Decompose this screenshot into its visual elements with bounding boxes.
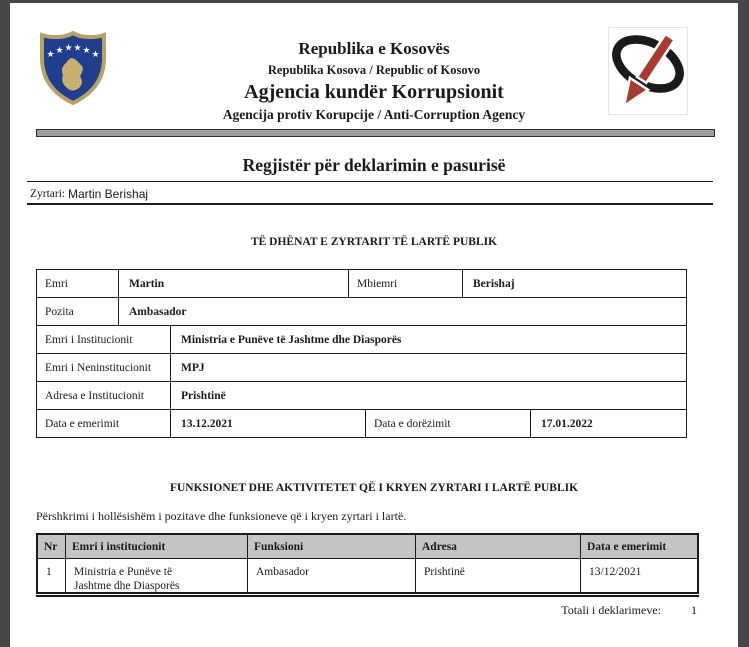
row-institution-text: Ministria e Punëve të Jashtme dhe Diasporës	[74, 566, 180, 592]
total-declarations-value: 1	[691, 603, 697, 617]
table-row	[38, 559, 697, 592]
svg-text:★: ★	[73, 42, 82, 53]
section-functions-heading: FUNKSIONET DHE AKTIVITETET QË I KRYEN ZYRTARI I LARTË PUBLIK	[169, 482, 579, 494]
svg-text:★: ★	[64, 42, 73, 53]
functions-table-header-row	[38, 535, 697, 559]
total-declarations-label: Totali i deklarimeve:	[561, 603, 661, 617]
page-title: Regjistër për deklarimin e pasurisë	[242, 155, 506, 175]
last-name-label: Mbiemri	[349, 270, 463, 297]
table-row	[37, 382, 686, 410]
institution-label: Emri i Institucionit	[37, 326, 171, 353]
functions-table	[36, 533, 699, 594]
submission-date-value: 17.01.2022	[541, 417, 593, 430]
document-page	[10, 3, 738, 647]
header-agency-title: Agjencia kundër Korrupsionit	[244, 81, 504, 103]
svg-text:★: ★	[46, 49, 55, 59]
header-country-title: Republika e Kosovës	[298, 39, 450, 58]
table-row	[37, 326, 686, 354]
table-row	[37, 354, 686, 382]
row-nr: 1	[38, 559, 66, 592]
column-header-nr: Nr	[38, 535, 66, 558]
row-institution	[66, 559, 248, 592]
row-address: Prishtinë	[416, 559, 581, 592]
institution-address-label: Adresa e Institucionit	[37, 382, 171, 409]
subinstitution-value: MPJ	[181, 361, 205, 374]
agency-logo-icon	[609, 28, 687, 114]
header-divider-bar	[36, 129, 715, 137]
column-header-function: Funksioni	[248, 535, 416, 558]
header-country-subtitle: Republika Kosova / Republic of Kosovo	[267, 63, 481, 77]
appointment-date-value: 13.12.2021	[171, 410, 366, 437]
subinstitution-label: Emri i Neninstitucionit	[37, 354, 171, 381]
table-row	[37, 298, 686, 326]
table-row	[37, 270, 686, 298]
header-agency-subtitle: Agencija protiv Korupcije / Anti-Corruption Agency	[222, 107, 526, 122]
row-date: 13/12/2021	[589, 566, 642, 578]
institution-value: Ministria e Punëve të Jashtme dhe Diasporës	[181, 333, 402, 346]
column-header-institution: Emri i institucionit	[66, 535, 248, 558]
first-name-label: Emri	[37, 270, 119, 297]
official-label: Zyrtari:	[30, 188, 66, 200]
functions-table-underline	[36, 595, 699, 597]
table-row	[37, 410, 686, 437]
institution-address-value: Prishtinë	[181, 389, 226, 402]
column-header-date: Data e emerimit	[587, 540, 667, 553]
column-header-address: Adresa	[416, 535, 581, 558]
appointment-date-label: Data e emerimit	[37, 410, 171, 437]
submission-date-label: Data e dorëzimit	[366, 410, 531, 437]
last-name-value: Berishaj	[473, 277, 515, 290]
title-underline	[27, 181, 713, 182]
section-officer-heading: TË DHËNAT E ZYRTARIT TË LARTË PUBLIK	[250, 236, 498, 248]
agency-logo	[608, 27, 688, 115]
row-function: Ambasador	[248, 559, 416, 592]
svg-text:★: ★	[82, 45, 91, 55]
svg-text:★: ★	[55, 45, 64, 55]
official-underline	[27, 203, 713, 205]
first-name-value: Martin	[119, 270, 349, 297]
section-functions-description: Përshkrimi i hollësishëm i pozitave dhe funksioneve që i kryen zyrtari i lartë.	[36, 509, 407, 523]
position-label: Pozita	[37, 298, 119, 325]
position-value: Ambasador	[129, 305, 187, 318]
officer-data-table	[36, 269, 687, 438]
official-name: Martin Berishaj	[68, 187, 149, 201]
totals-row	[10, 603, 713, 618]
svg-text:★: ★	[91, 49, 100, 59]
